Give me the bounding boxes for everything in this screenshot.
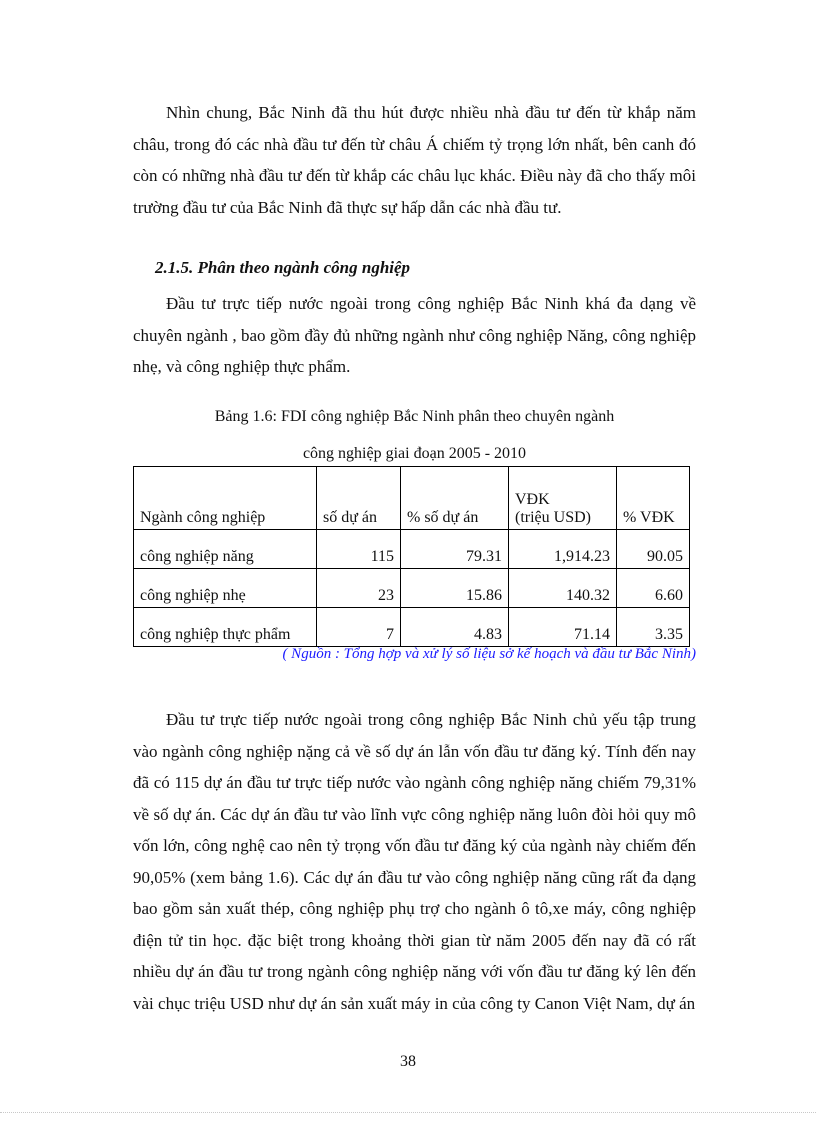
cell-capital-pct: 90.05	[617, 530, 690, 569]
paragraph-industry-text: Đầu tư trực tiếp nước ngoài trong công nghiệp Bắc Ninh khá đa dạng về chuyên ngành , bao gồm đầy đủ những ngành như công nghiệp Năng, công nghiệp nhẹ, và công nghiệp thực phẩm.	[133, 294, 696, 376]
cell-industry: công nghiệp thực phẩm	[134, 608, 317, 647]
table-row	[134, 530, 690, 569]
table-row	[134, 569, 690, 608]
cell-capital: 1,914.23	[509, 530, 617, 569]
table-caption-line2: công nghiệp giai đoạn 2005 - 2010	[302, 445, 527, 462]
header-projects-pct: % số dự án	[401, 467, 509, 530]
cell-projects-pct: 4.83	[401, 608, 509, 647]
paragraph-intro	[133, 97, 696, 223]
cell-projects-pct: 15.86	[401, 569, 509, 608]
paragraph-analysis-text: Đầu tư trực tiếp nước ngoài trong công nghiệp Bắc Ninh chủ yếu tập trung vào ngành công nghiệp nặng cả về số dự án lẫn vốn đầu tư đăng ký. Tính đến nay đã có 115 dự án đầu tư trực tiếp nước vào ngành công nghiệp năng chiếm 79,31% về số dự án. Các dự án đầu tư vào lĩnh vực công nghiệp năng luôn đòi hỏi quy mô vốn lớn, công nghệ cao nên tỷ trọng vốn đầu tư đăng ký của ngành này chiếm đến 90,05% (xem bảng 1.6). Các dự án đầu tư vào công nghiệp năng cũng rất đa dạng bao gồm sản xuất thép, công nghiệp phụ trợ cho ngành ô tô,xe máy, công nghiệp điện tử tin học. đặc biệt trong khoảng thời gian từ năm 2005 đến nay đã có rất nhiều dự án đầu tư trong ngành công nghiệp năng với vốn đầu tư đăng ký lên đến vài chục triệu USD như dự án sản xuất máy in của công ty Canon Việt Nam, dự án	[133, 710, 696, 1013]
fdi-industry-table	[133, 466, 690, 647]
section-heading: 2.1.5. Phân theo ngành công nghiệp	[155, 258, 411, 277]
cell-capital: 71.14	[509, 608, 617, 647]
cell-projects: 23	[317, 569, 401, 608]
cell-projects: 7	[317, 608, 401, 647]
cell-projects: 115	[317, 530, 401, 569]
cell-capital: 140.32	[509, 569, 617, 608]
header-capital	[509, 467, 617, 530]
table-row	[134, 608, 690, 647]
cell-capital-pct: 6.60	[617, 569, 690, 608]
table-caption-line1: Bảng 1.6: FDI công nghiệp Bắc Ninh phân theo chuyên ngành	[214, 408, 615, 425]
header-capital-line2: (triệu USD)	[515, 509, 591, 526]
header-projects: số dự án	[317, 467, 401, 530]
cell-projects-pct: 79.31	[401, 530, 509, 569]
page-edge-divider	[0, 1112, 816, 1113]
header-capital-pct: % VĐK	[617, 467, 690, 530]
paragraph-analysis	[133, 704, 696, 1019]
paragraph-intro-text: Nhìn chung, Bắc Ninh đã thu hút được nhiều nhà đầu tư đến từ khắp năm châu, trong đó các nhà đầu tư đến từ châu Á chiếm tỷ trọng lớn nhất, bên canh đó còn có những nhà đầu tư đến từ khắp các châu lục khác. Điều này đã cho thấy môi trường đầu tư của Bắc Ninh đã thực sự hấp dẫn các nhà đầu tư.	[133, 103, 696, 217]
header-capital-line1: VĐK	[515, 491, 550, 508]
cell-industry: công nghiệp năng	[134, 530, 317, 569]
header-industry: Ngành công nghiệp	[134, 467, 317, 530]
page-number: 38	[400, 1053, 416, 1070]
table-header-row	[134, 467, 690, 530]
cell-industry: công nghiệp nhẹ	[134, 569, 317, 608]
paragraph-industry	[133, 288, 696, 383]
cell-capital-pct: 3.35	[617, 608, 690, 647]
table-source-note: ( Nguồn : Tổng hợp và xử lý số liệu sở kế hoạch và đầu tư Bắc Ninh)	[282, 646, 696, 662]
